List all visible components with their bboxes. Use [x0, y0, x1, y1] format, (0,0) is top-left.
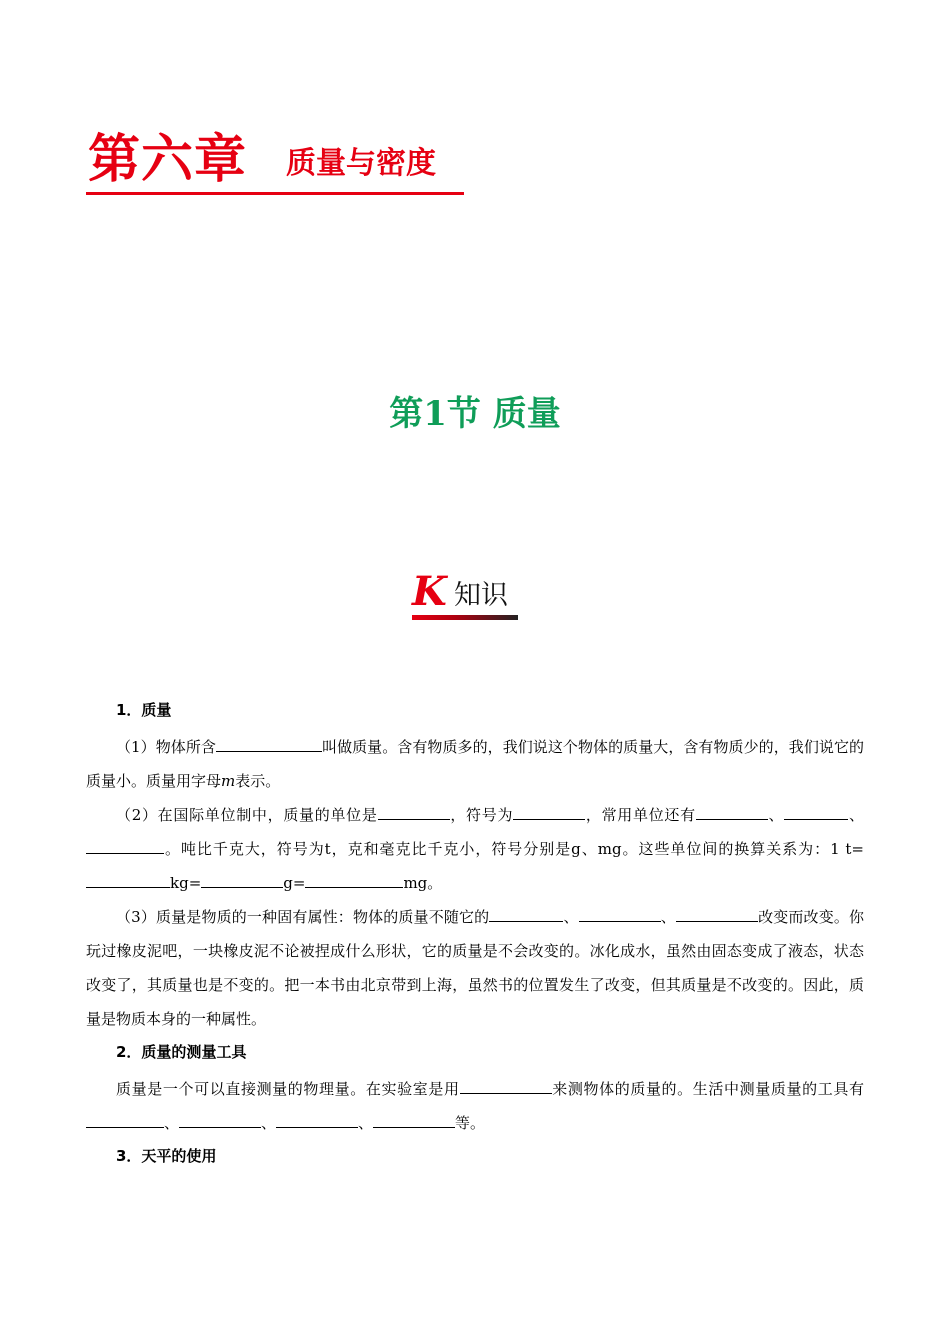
section-title: 第1节 质量 — [389, 394, 561, 434]
paragraph-mass-units: （2）在国际单位制中，质量的单位是 ，符号为 ，常用单位还有 、 、。吨比千克大，符号为t，克和毫克比千克小，符号分别是g、mg。这些单位间的换算关系为：1 t=kg= g= mg。 — [86, 798, 864, 900]
fill-blank[interactable] — [676, 905, 758, 922]
fill-blank[interactable] — [179, 1111, 261, 1128]
fill-blank[interactable] — [86, 837, 164, 854]
fill-blank[interactable] — [460, 1077, 552, 1094]
fill-blank[interactable] — [201, 871, 283, 888]
paragraph-mass-property: （3）质量是物质的一种固有属性：物体的质量不随它的 、 、 改变而改变。你玩过橡皮泥吧，一块橡皮泥不论被捏成什么形状，它的质量是不会改变的。冰化成水，虽然由固态变成了液态，状态改变了，其质量也是不变的。把一本书由北京带到上海，虽然书的位置发生了改变，但其质量是不改变的。因此，质量是物质本身的一种属性。 — [86, 900, 864, 1036]
fill-blank[interactable] — [784, 803, 848, 820]
knowledge-badge — [412, 570, 520, 624]
chapter-header — [86, 122, 464, 195]
fill-blank[interactable] — [378, 803, 450, 820]
fill-blank[interactable] — [489, 905, 563, 922]
fill-blank[interactable] — [696, 803, 768, 820]
fill-blank[interactable] — [305, 871, 403, 888]
fill-blank[interactable] — [579, 905, 661, 922]
fill-blank[interactable] — [373, 1111, 455, 1128]
fill-blank[interactable] — [513, 803, 585, 820]
chapter-number: 第六章 — [88, 130, 248, 190]
heading-balance-usage: 3．天平的使用 — [116, 1147, 217, 1165]
document-body — [86, 698, 864, 1176]
fill-blank[interactable] — [276, 1111, 358, 1128]
fill-blank[interactable] — [216, 735, 322, 752]
heading-mass: 1．质量 — [116, 701, 172, 719]
fill-blank[interactable] — [86, 871, 170, 888]
badge-underline — [412, 615, 518, 620]
chapter-title: 质量与密度 — [286, 146, 436, 181]
paragraph-measuring-tools: 质量是一个可以直接测量的物理量。在实验室是用 来测物体的质量的。生活中测量质量的工具有、 、 、 等。 — [86, 1072, 864, 1140]
fill-blank[interactable] — [86, 1111, 164, 1128]
knowledge-label: 知识 — [454, 580, 508, 611]
knowledge-k-icon: K — [412, 568, 447, 615]
heading-measuring-tools: 2．质量的测量工具 — [116, 1043, 247, 1061]
paragraph-mass-definition: （1）物体所含 叫做质量。含有物质多的，我们说这个物体的质量大，含有物质少的，我们说它的质量小。质量用字母m表示。 — [86, 730, 864, 798]
